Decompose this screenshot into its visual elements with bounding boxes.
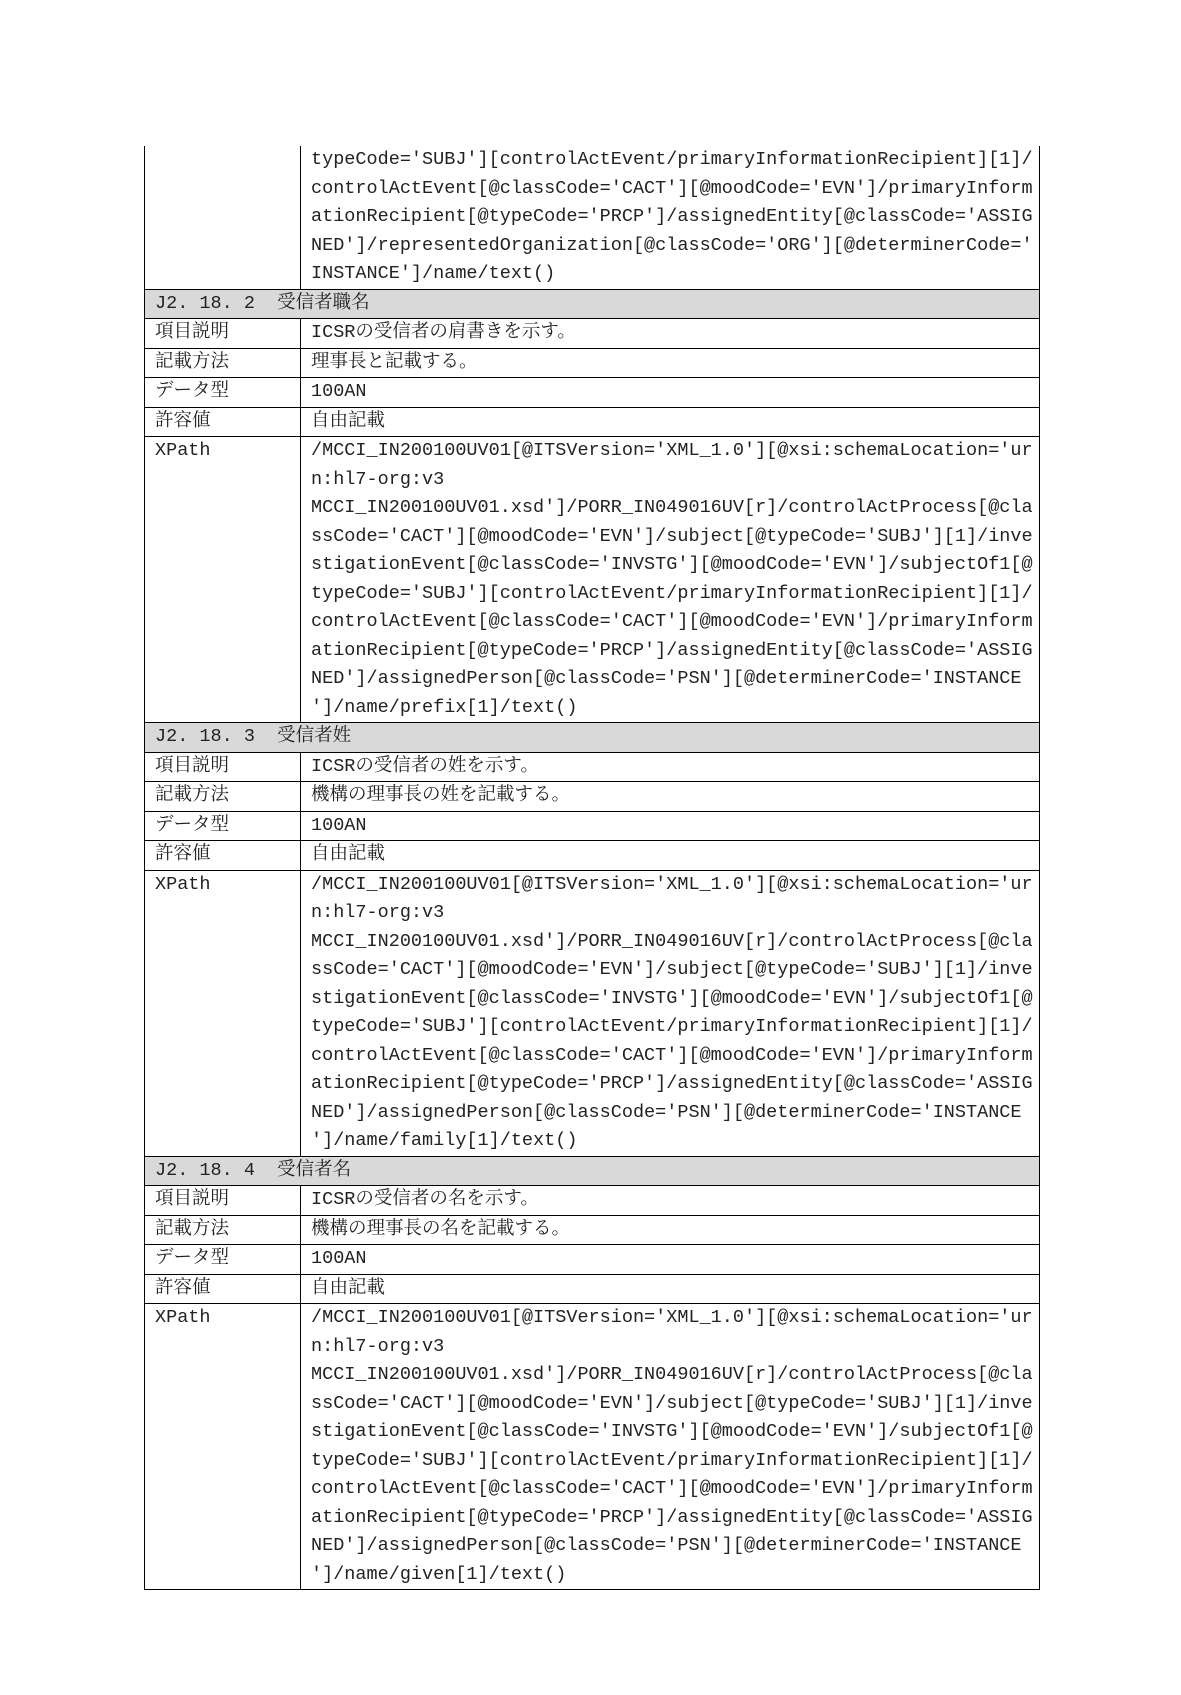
value-line: n:hl7-org:v3 bbox=[311, 902, 445, 923]
xpath-line: controlActEvent[@classCode='CACT'][@moodCode='EVN']/primaryInform bbox=[311, 177, 1033, 199]
value-line: controlActEvent[@classCode='CACT'][@moodCode='EVN']/primaryInform bbox=[311, 611, 1033, 632]
value-line: ationRecipient[@typeCode='PRCP']/assignedEntity[@classCode='ASSIG bbox=[311, 1073, 1033, 1094]
row-value bbox=[301, 870, 1040, 1156]
section-title: J2. 18. 3 受信者姓 bbox=[145, 723, 1040, 753]
row-label: XPath bbox=[145, 1304, 301, 1590]
row-label: 許容値 bbox=[145, 407, 301, 437]
row-label: XPath bbox=[145, 870, 301, 1156]
value-line: ationRecipient[@typeCode='PRCP']/assignedEntity[@classCode='ASSIG bbox=[311, 639, 1033, 661]
section-title: J2. 18. 4 受信者名 bbox=[145, 1156, 1040, 1186]
row-label: 項目説明 bbox=[145, 319, 301, 349]
value-line: /MCCI_IN200100UV01[@ITSVersion='XML_1.0'][@xsi:schemaLocation='ur bbox=[311, 1307, 1033, 1328]
value-line: ationRecipient[@typeCode='PRCP']/assignedEntity[@classCode='ASSIG bbox=[311, 1506, 1033, 1528]
value-line: NED']/assignedPerson[@classCode='PSN'][@determinerCode='INSTANCE bbox=[311, 668, 1022, 689]
value-line: 自由記載 bbox=[311, 844, 386, 865]
table-row bbox=[145, 1245, 1040, 1275]
row-value bbox=[301, 407, 1040, 437]
row-value bbox=[301, 1186, 1040, 1216]
value-line: ICSRの受信者の名を示す。 bbox=[311, 1189, 539, 1210]
value-line: 100AN bbox=[311, 381, 367, 402]
value-line: /MCCI_IN200100UV01[@ITSVersion='XML_1.0'][@xsi:schemaLocation='ur bbox=[311, 873, 1033, 895]
row-label: 記載方法 bbox=[145, 782, 301, 812]
table-row bbox=[145, 378, 1040, 408]
value-line: ssCode='CACT'][@moodCode='EVN']/subject[@typeCode='SUBJ'][1]/inve bbox=[311, 1392, 1033, 1414]
row-value bbox=[301, 752, 1040, 782]
row-value bbox=[301, 1245, 1040, 1275]
row-label: 項目説明 bbox=[145, 752, 301, 782]
table-row bbox=[145, 752, 1040, 782]
row-value bbox=[301, 378, 1040, 408]
row-label: 許容値 bbox=[145, 841, 301, 871]
table-row bbox=[145, 811, 1040, 841]
value-line: MCCI_IN200100UV01.xsd']/PORR_IN049016UV[r]/controlActProcess[@cla bbox=[311, 497, 1033, 518]
value-line: ']/name/family[1]/text() bbox=[311, 1130, 578, 1151]
value-line: controlActEvent[@classCode='CACT'][@moodCode='EVN']/primaryInform bbox=[311, 1044, 1033, 1066]
row-label: データ型 bbox=[145, 1245, 301, 1275]
row-value bbox=[301, 841, 1040, 871]
value-line: stigationEvent[@classCode='INVSTG'][@moodCode='EVN']/subjectOf1[@ bbox=[311, 987, 1033, 1009]
section-header-row bbox=[145, 1156, 1040, 1186]
spec-table bbox=[144, 146, 1040, 1590]
value-line: ']/name/given[1]/text() bbox=[311, 1563, 567, 1585]
table-row bbox=[145, 348, 1040, 378]
row-value bbox=[301, 782, 1040, 812]
row-value bbox=[301, 319, 1040, 349]
value-line: ssCode='CACT'][@moodCode='EVN']/subject[@typeCode='SUBJ'][1]/inve bbox=[311, 959, 1033, 980]
value-line: 自由記載 bbox=[311, 410, 386, 432]
spec-document bbox=[144, 146, 1040, 1590]
section-header-row bbox=[145, 289, 1040, 319]
row-label: データ型 bbox=[145, 811, 301, 841]
table-row bbox=[145, 407, 1040, 437]
table-row bbox=[145, 870, 1040, 1156]
value-line: NED']/assignedPerson[@classCode='PSN'][@determinerCode='INSTANCE bbox=[311, 1535, 1022, 1556]
table-row bbox=[145, 1274, 1040, 1304]
section-title: J2. 18. 2 受信者職名 bbox=[145, 289, 1040, 319]
table-row bbox=[145, 319, 1040, 349]
value-line: stigationEvent[@classCode='INVSTG'][@moodCode='EVN']/subjectOf1[@ bbox=[311, 554, 1033, 575]
value-line: n:hl7-org:v3 bbox=[311, 1335, 445, 1357]
table-row bbox=[145, 841, 1040, 871]
value-line: typeCode='SUBJ'][controlActEvent/primaryInformationRecipient][1]/ bbox=[311, 582, 1033, 604]
row-value bbox=[301, 811, 1040, 841]
value-line: 100AN bbox=[311, 1248, 367, 1269]
table-row bbox=[145, 1186, 1040, 1216]
continuation-row bbox=[145, 146, 1040, 289]
table-row bbox=[145, 782, 1040, 812]
xpath-line: INSTANCE']/name/text() bbox=[311, 263, 556, 284]
value-line: 機構の理事長の姓を記載する。 bbox=[311, 785, 571, 806]
value-line: /MCCI_IN200100UV01[@ITSVersion='XML_1.0'][@xsi:schemaLocation='ur bbox=[311, 440, 1033, 461]
value-line: ']/name/prefix[1]/text() bbox=[311, 696, 578, 718]
row-value bbox=[301, 1215, 1040, 1245]
xpath-value bbox=[301, 146, 1040, 289]
row-value bbox=[301, 437, 1040, 723]
value-line: 理事長と記載する。 bbox=[311, 351, 478, 373]
row-label: 項目説明 bbox=[145, 1186, 301, 1216]
xpath-line: typeCode='SUBJ'][controlActEvent/primaryInformationRecipient][1]/ bbox=[311, 149, 1033, 170]
value-line: 100AN bbox=[311, 814, 367, 836]
row-label: 記載方法 bbox=[145, 348, 301, 378]
xpath-line: NED']/representedOrganization[@classCode='ORG'][@determinerCode=' bbox=[311, 234, 1033, 256]
row-value bbox=[301, 1304, 1040, 1590]
value-line: ssCode='CACT'][@moodCode='EVN']/subject[@typeCode='SUBJ'][1]/inve bbox=[311, 525, 1033, 547]
value-line: typeCode='SUBJ'][controlActEvent/primaryInformationRecipient][1]/ bbox=[311, 1449, 1033, 1471]
row-label bbox=[145, 146, 301, 289]
value-line: MCCI_IN200100UV01.xsd']/PORR_IN049016UV[r]/controlActProcess[@cla bbox=[311, 1364, 1033, 1385]
value-line: 機構の理事長の名を記載する。 bbox=[311, 1218, 571, 1240]
row-label: XPath bbox=[145, 437, 301, 723]
row-value bbox=[301, 348, 1040, 378]
value-line: typeCode='SUBJ'][controlActEvent/primaryInformationRecipient][1]/ bbox=[311, 1016, 1033, 1037]
row-value bbox=[301, 1274, 1040, 1304]
value-line: controlActEvent[@classCode='CACT'][@moodCode='EVN']/primaryInform bbox=[311, 1478, 1033, 1499]
row-label: 許容値 bbox=[145, 1274, 301, 1304]
value-line: n:hl7-org:v3 bbox=[311, 468, 445, 490]
value-line: ICSRの受信者の肩書きを示す。 bbox=[311, 322, 576, 343]
value-line: MCCI_IN200100UV01.xsd']/PORR_IN049016UV[r]/controlActProcess[@cla bbox=[311, 930, 1033, 952]
section-header-row bbox=[145, 723, 1040, 753]
value-line: 自由記載 bbox=[311, 1277, 386, 1299]
table-row bbox=[145, 437, 1040, 723]
table-row bbox=[145, 1215, 1040, 1245]
value-line: NED']/assignedPerson[@classCode='PSN'][@determinerCode='INSTANCE bbox=[311, 1101, 1022, 1123]
row-label: データ型 bbox=[145, 378, 301, 408]
value-line: stigationEvent[@classCode='INVSTG'][@moodCode='EVN']/subjectOf1[@ bbox=[311, 1421, 1033, 1442]
table-row bbox=[145, 1304, 1040, 1590]
row-label: 記載方法 bbox=[145, 1215, 301, 1245]
xpath-line: ationRecipient[@typeCode='PRCP']/assignedEntity[@classCode='ASSIG bbox=[311, 206, 1033, 227]
value-line: ICSRの受信者の姓を示す。 bbox=[311, 755, 539, 777]
